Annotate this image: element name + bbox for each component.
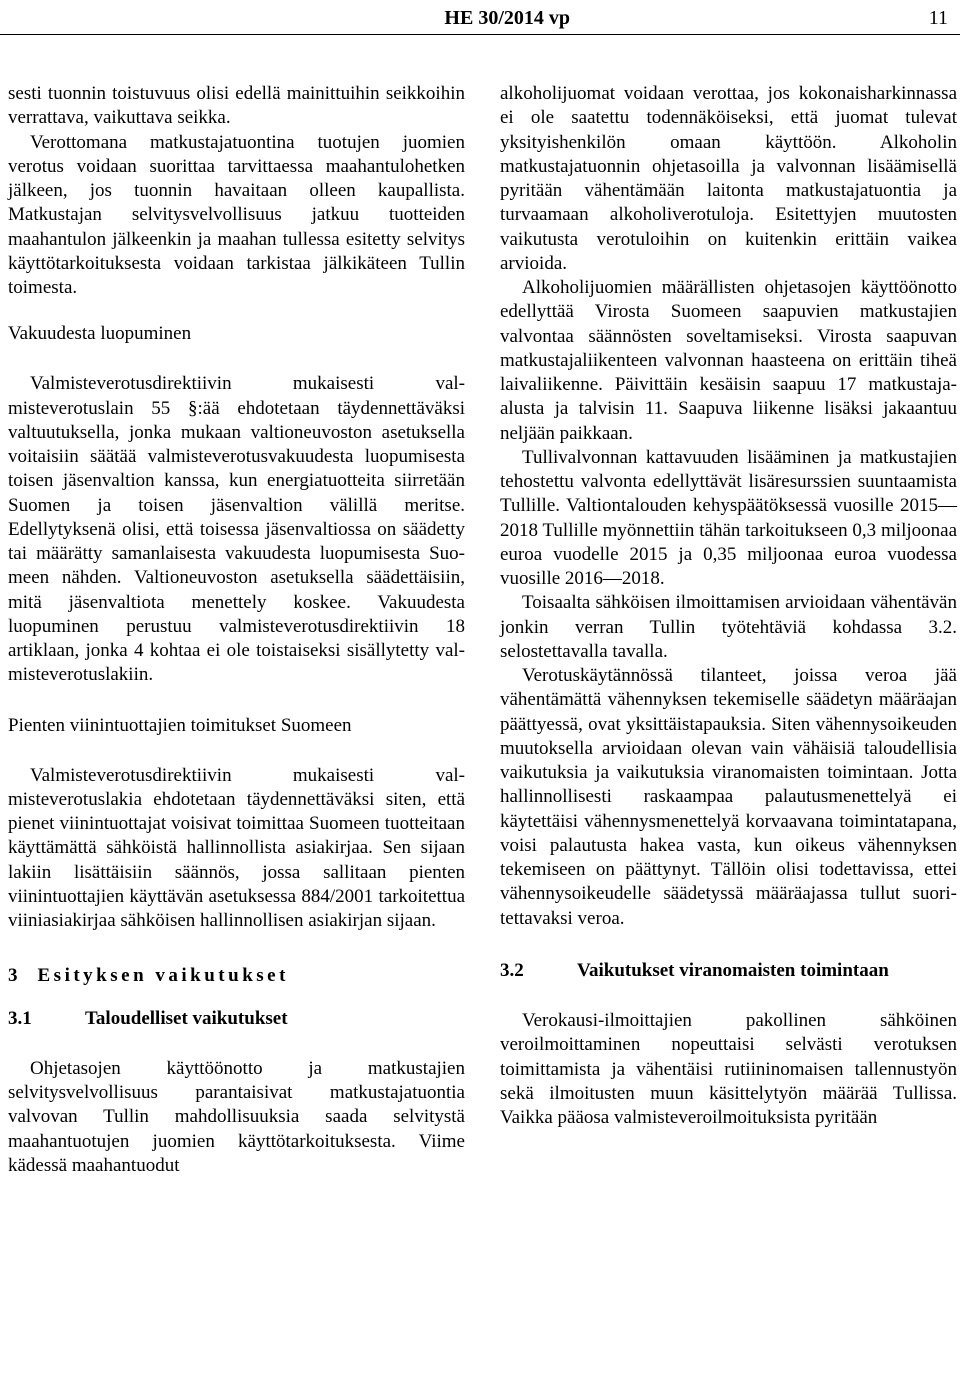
subheading-viinintuottajat: Pienten viinintuottajien toimitukset Suomeen [8,714,352,736]
paragraph: Toisaalta sähköisen ilmoittamisen arvioidaan vähentävän jonkin verran Tullin työtehtäviä kohdassa 3.2. selostettavalla tavalla. [500,592,957,662]
section-number: 3.1 [8,1007,32,1029]
document-id: HE 30/2014 vp [444,7,570,29]
paragraph: sesti tuonnin toistuvuus olisi edellä mainittuihin seikkoihin verrattava, vaikuttava seikka. [8,83,465,129]
chapter-title: Esityksen vaikutukset [37,965,289,987]
page-number: 11 [928,7,948,29]
right-column [500,82,957,1130]
paragraph: Valmisteverotusdirektiivin mukaisesti valmisteverotuslain 55 §:ää ehdotetaan täydennettäväksi valtuutuksella, jonka mukaan valtioneuvoston asetuksella voitaisiin säätää valmisteverotusvakuudesta luopumisesta toisen jäsenvaltion kanssa, kun energiatuotteita siirretään Suomen ja toisen jäsenvaltion välillä meritse. Edellytyksenä olisi, että toisessa jäsenvaltiossa on säädetty tai määrätty samanlaisesta vakuudesta luopumisesta Suomeen nähden. Valtioneuvoston asetuksella säädettäisiin, mitä jäsenvaltiota menettely koskee. Vakuudesta luopuminen perustuu valmisteverotusdirektiivin 18 artiklaan, jonka 4 kohtaa ei ole toistaiseksi sisällytetty valmisteverotuslakiin. [8,373,465,686]
section-title: Vaikutukset viranomaisten toimintaan [577,959,889,981]
section-number: 3.2 [500,959,524,981]
chapter-number: 3 [8,965,21,987]
paragraph: alkoholijuomat voidaan verottaa, jos kokonaisharkinnassa ei ole saatettu todennäköiseksi, että juomat tulevat yksityishenkilön omaan käyttöön. Alkoholin matkustajatuonnin ohjetasoilla ja valvonnan lisäämisellä pyritään vähentämään laitonta matkustajatuontia ja turvaamaan alkoholiverotuloja. Esitettyjen muutosten vaikutusta verotuloihin on kuitenkin erittäin vaikea arvioida. [500,83,957,274]
paragraph: Verokausi-ilmoittajien pakollinen sähköinen veroilmoittaminen nopeuttaisi selvästi verotuksen toimittamista ja vähentäisi rutiininomaisen tallennustyön sekä ilmoitusten muun käsittelytyön määrää Tullissa. Vaikka pääosa valmisteveroilmoituksista pyritään [500,1010,957,1128]
section-heading-3-1 [8,1007,465,1031]
page-header [0,4,960,32]
paragraph: Verotuskäytännössä tilanteet, joissa veroa jää vähentämättä vähennyksen tekemiselle säädetyn määräajan päättyessä, ovat yksittäistapauksia. Siten vähennysoikeuden muutoksella arvioidaan olevan vain vähäisiä taloudellisia vaikutuksia ja vaikutuksia viranomaisten toimintaan. Jotta hallinnollisesti raskaampaa palautusmenettelyä ei käytettäisi vähennysmenettelyä korvaavana toimintatapana, voisi palautusta hakea vasta, kun oikeus vähennyksen tekemiseen on päättynyt. Tällöin olisi todettavissa, ettei vähennysoikeudelle säädetyssä määräajassa tullut suoritettavaksi veroa. [500,665,957,929]
section-heading-3-2 [500,959,957,983]
subheading-vakuudesta: Vakuudesta luopuminen [8,323,192,345]
chapter-heading [8,964,465,988]
paragraph: Alkoholijuomien määrällisten ohjetasojen käyttöönotto edellyttää Virosta Suomeen saapuvien matkustajien valvontaa säännösten soveltamiseksi. Virosta saapuvan matkustajaliikenteen valvonnan haasteena on erittäin tiheä laivaliikenne. Päivittäin kesäisin saapuu 17 matkustaja-alusta ja talvisin 11. Saapuva liikenne lisäksi jakaantuu neljään paikkaan. [500,277,957,444]
paragraph: Tullivalvonnan kattavuuden lisääminen ja matkustajien tehostettu valvonta edellyttävät lisäresurssien suuntaamista Tullille. Valtiontalouden kehyspäätöksessä vuosille 2015— 2018 Tullille myönnettiin tähän tarkoitukseen 0,3 miljoonaa euroa vuodelle 2015 ja 0,35 miljoonaa euroa vuodessa vuosille 2016—2018. [500,446,957,589]
section-title: Taloudelliset vaikutukset [85,1007,288,1029]
paragraph: Verottomana matkustajatuontina tuotujen juomien verotus voidaan suorittaa tarvittaessa maahantulohetken jälkeen, jos tuonnin havaitaan olleen kaupallista. Matkustajan selvitysvelvollisuus jatkuu tuotteiden maahantulon jälkeenkin ja maahan tullessa esitetty selvitys käyttötarkoituksesta voidaan tarkistaa jälkikäteen Tullin toimesta. [8,131,465,298]
left-column [8,82,465,1178]
paragraph: Valmisteverotusdirektiivin mukaisesti valmisteverotuslakia ehdotetaan täydennettäväksi siten, että pienet viinintuottajat voisivat toimittaa Suomeen tuotteitaan käyttämättä sähköistä hallinnollista asiakirjaa. Sen sijaan lakiin lisättäisiin säännös, jossa sallitaan pienten viinintuottajien käyttävän asetuksessa 884/2001 tarkoitettua viiniasiakirjaa sähköisen hallinnollisen asiakirjan sijaan. [8,764,465,931]
header-divider [0,34,960,35]
paragraph: Ohjetasojen käyttöönotto ja matkustajien selvitysvelvollisuus parantaisivat matkustajatuontia valvovan Tullin mahdollisuuksia saada selvitystä maahantuotujen juomien käyttötarkoituksesta. Viime kädessä maahantuodut [8,1057,465,1176]
